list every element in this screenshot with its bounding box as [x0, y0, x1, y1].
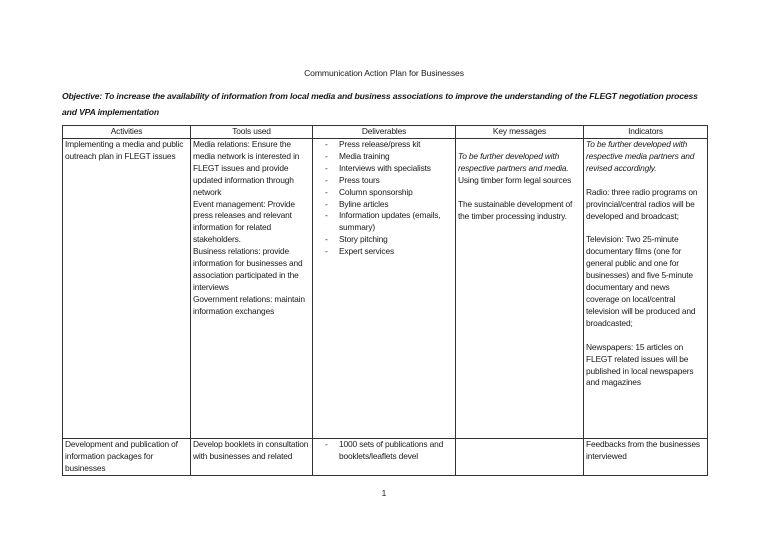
row1-deliverables	[313, 139, 456, 439]
objective-paragraph: Objective: To increase the availability of information from local media and business associations to improve the understanding of the FLEGT negotiation process and VPA implementation	[62, 91, 698, 117]
row2-activity: Development and publication of information packages for businesses	[63, 439, 191, 476]
header-deliverables: Deliverables	[313, 126, 456, 139]
tool-event-management: Event management: Provide press releases and relevant information for related stakeholders.	[193, 198, 295, 245]
row2-key-messages	[456, 439, 584, 476]
page-number: 1	[381, 488, 387, 498]
row1-indicators	[584, 139, 708, 439]
header-activities: Activities	[63, 126, 191, 139]
deliverables-list	[315, 439, 453, 463]
list-item: - Column sponsorship	[325, 187, 453, 199]
table-row	[63, 139, 708, 439]
row1-key-messages	[456, 139, 584, 439]
row1-activity: Implementing a media and public outreach plan in FLEGT issues	[63, 139, 191, 439]
list-item: - Story pitching	[325, 234, 453, 246]
indicator-radio: Radio: three radio programs on provincial/central radios will be developed and broadcast;	[586, 186, 698, 221]
document-title: Communication Action Plan for Businesses	[304, 68, 464, 78]
key-message-sustainable: The sustainable development of the timber processing industry.	[458, 198, 573, 221]
tool-business-relations: Business relations: provide information for businesses and association participated in the interviews	[193, 246, 303, 292]
indicator-television: Television: Two 25-minute documentary films (one for general public and one for businesses) and five 5-minute documentary and news coverage on local/central television will be produced and broadcasted;	[586, 234, 696, 328]
row2-indicators: Feedbacks from the businesses interviewed	[584, 439, 708, 476]
tool-government-relations: Government relations: maintain information exchanges	[193, 293, 305, 316]
indicator-note: To be further developed with respective media partners and revised accordingly.	[586, 139, 695, 173]
list-item: - Byline articles	[325, 199, 453, 211]
key-message-legal-sources: Using timber form legal sources	[458, 174, 572, 185]
indicator-newspapers: Newspapers: 15 articles on FLEGT related issues will be published in local newspapers and magazines	[586, 341, 694, 388]
header-tools-used: Tools used	[191, 126, 313, 139]
list-item: - Information updates (emails, summary)	[325, 210, 453, 234]
header-indicators: Indicators	[584, 126, 708, 139]
row2-tools: Develop booklets in consultation with businesses and related	[191, 439, 313, 476]
list-item: - 1000 sets of publications and booklets/leaflets devel	[325, 439, 453, 463]
list-item: - Expert services	[325, 246, 453, 258]
key-message-note: To be further developed with respective partners and media.	[458, 151, 569, 173]
action-plan-table	[62, 125, 708, 476]
list-item: - Press release/press kit	[325, 139, 453, 151]
row1-tools	[191, 139, 313, 439]
tool-media-relations: Media relations: Ensure the media network is interested in FLEGT issues and provide updated information through network	[193, 139, 300, 197]
list-item: - Media training	[325, 151, 453, 163]
list-item: - Interviews with specialists	[325, 163, 453, 175]
header-key-messages: Key messages	[456, 126, 584, 139]
row2-deliverables	[313, 439, 456, 476]
list-item: - Press tours	[325, 175, 453, 187]
deliverables-list	[315, 139, 453, 258]
table-header-row	[63, 126, 708, 139]
table-row	[63, 439, 708, 476]
